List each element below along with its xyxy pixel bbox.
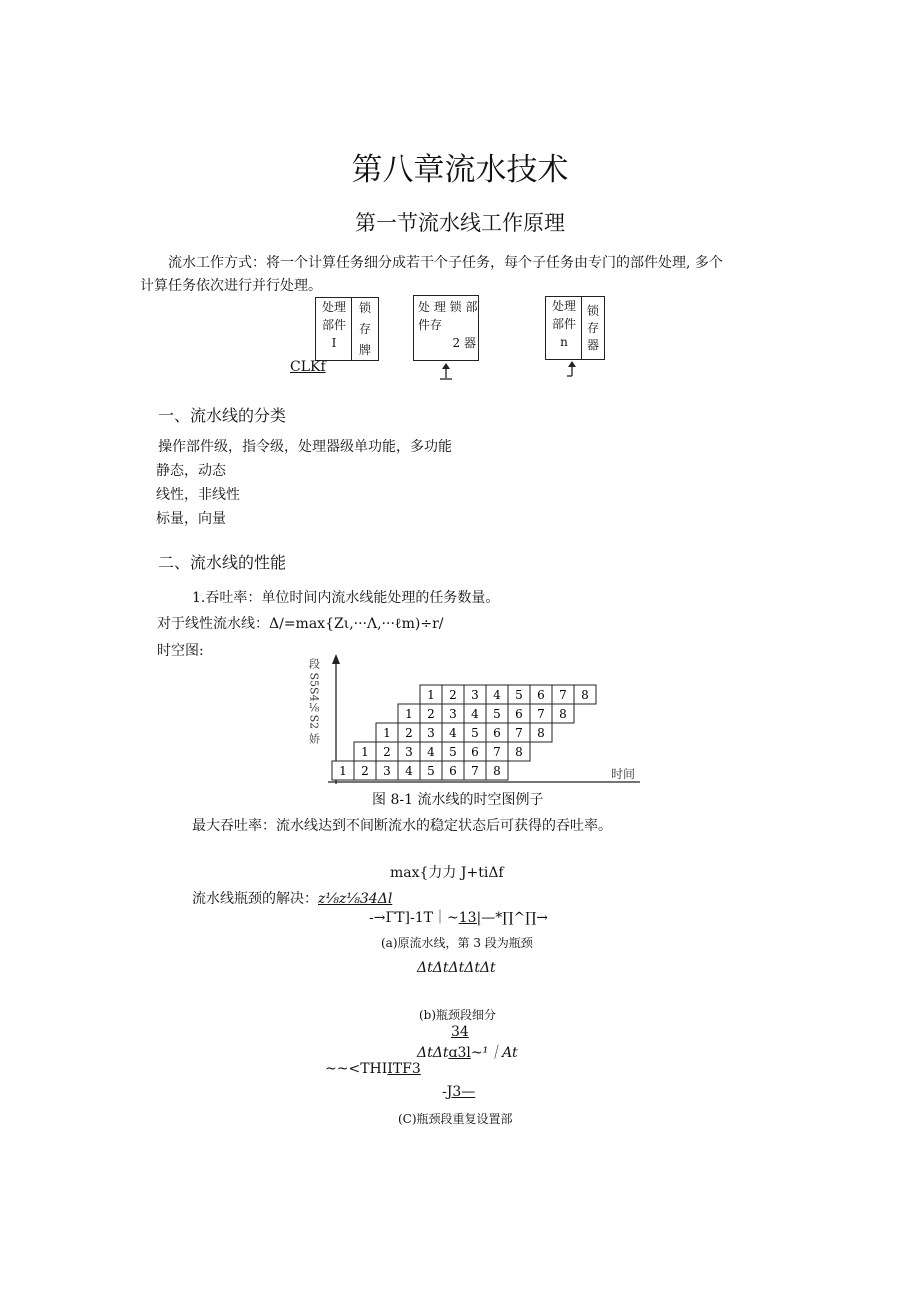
spacetime-cell-label: 5 <box>427 764 435 778</box>
line-c1-underlined: ɑ3l <box>448 1045 471 1061</box>
line-c1-text: ΔtΔt <box>417 1045 449 1061</box>
spacetime-cell-label: 1 <box>427 688 435 702</box>
spacetime-cell-label: 2 <box>383 745 391 759</box>
linear-formula: 对于线性流水线：Δ∕=max{Zι,···Λ,···ℓm)÷r/ <box>157 616 444 632</box>
spacetime-cell-label: 7 <box>515 726 523 740</box>
spacetime-cell-label: 1 <box>383 726 391 740</box>
bottleneck-c-34: 34 <box>451 1024 469 1040</box>
stage-1-unit <box>315 297 352 361</box>
stage-n-unit <box>545 296 582 360</box>
stage-2-unit <box>413 295 479 361</box>
spacetime-cell-label: 4 <box>405 764 413 778</box>
spacetime-cell-label: 5 <box>449 745 457 759</box>
spacetime-cell-label: 7 <box>493 745 501 759</box>
classification-item: 操作部件级，指令级，处理器级单功能，多功能 <box>158 439 452 455</box>
caption-b: (b)瓶颈段细分 <box>419 1008 497 1022</box>
spacetime-cell-label: 8 <box>515 745 523 759</box>
bottleneck-line-b: ΔtΔtΔtΔtΔt <box>417 960 496 976</box>
spacetime-cell-label: 8 <box>493 764 501 778</box>
throughput-definition: 1.吞吐率：单位时间内流水线能处理的任务数量。 <box>192 590 500 606</box>
spacetime-label: 时空图: <box>157 643 204 659</box>
stage-2-text: 2 器 <box>452 336 476 350</box>
clk-label: CLKf <box>290 359 326 375</box>
spacetime-cell-label: 7 <box>537 707 545 721</box>
stage-n-text: 处理 <box>551 299 576 313</box>
subsection-title-classification: 一、流水线的分类 <box>158 406 287 425</box>
space-time-chart <box>300 652 650 792</box>
stage-2-text: 件存 <box>418 318 443 332</box>
bottleneck-label <box>192 888 392 908</box>
spacetime-cell-label: 4 <box>427 745 435 759</box>
spacetime-cell-label: 8 <box>581 688 589 702</box>
line-a-text: —*∏^∏→ <box>481 910 548 926</box>
stage-1-text: 部件 <box>321 318 346 332</box>
intro-line-2: 计算任务依次进行并行处理。 <box>140 278 322 294</box>
spacetime-cell-label: 3 <box>427 726 435 740</box>
spacetime-cell-label: 6 <box>493 726 501 740</box>
spacetime-cell-label: 2 <box>427 707 435 721</box>
spacetime-cell-label: 6 <box>537 688 545 702</box>
spacetime-cell-label: 1 <box>339 764 347 778</box>
spacetime-cell-label: 7 <box>471 764 479 778</box>
caption-a: (a)原流水线，第 3 段为瓶颈 <box>381 936 533 950</box>
spacetime-cell-label: 2 <box>449 688 457 702</box>
bottleneck-label-text: 流水线瓶颈的解决： <box>192 891 318 907</box>
line-a-underlined: 13| <box>458 910 482 926</box>
spacetime-cell-label: 3 <box>383 764 391 778</box>
line-c3-text: - <box>442 1084 447 1100</box>
spacetime-cell-label: 2 <box>361 764 369 778</box>
line-c1-text: ~¹｜At <box>470 1045 518 1061</box>
chapter-title: 第八章流水技术 <box>351 152 569 188</box>
max-throughput-formula: max{力力 J+tiΔf <box>390 865 504 881</box>
spacetime-cell-label: 4 <box>471 707 479 721</box>
spacetime-cell-label: 8 <box>559 707 567 721</box>
line-c2-underlined: ITF3 <box>387 1061 421 1077</box>
stage-n-text: 部件 <box>551 317 576 331</box>
latch-text: 锁 <box>586 304 599 318</box>
latch-text: 牌 <box>358 343 371 357</box>
stage-n-text: n <box>560 335 568 349</box>
spacetime-cell-label: 3 <box>449 707 457 721</box>
section-title: 第一节流水线工作原理 <box>355 211 565 235</box>
spacetime-cell-label: 3 <box>471 688 479 702</box>
chart-caption: 图 8-1 流水线的时空图例子 <box>372 792 544 808</box>
latch-text: 存 <box>586 321 599 335</box>
line-a-text: -→ΓT]-1T｜~ <box>369 910 459 926</box>
spacetime-cell-label: 3 <box>405 745 413 759</box>
max-throughput-text: 最大吞吐率：流水线达到不间断流水的稳定状态后可获得的吞吐率。 <box>192 818 612 834</box>
spacetime-cell-label: 6 <box>449 764 457 778</box>
bottleneck-line-c1 <box>417 1042 518 1062</box>
line-c2-text: ~~<THI <box>325 1061 388 1077</box>
stage-1-latch <box>351 297 379 361</box>
spacetime-cell-label: 6 <box>515 707 523 721</box>
spacetime-cell-label: 7 <box>559 688 567 702</box>
bottleneck-line-a <box>369 907 548 927</box>
spacetime-cell-label: 1 <box>361 745 369 759</box>
bottleneck-line-c3 <box>442 1084 475 1100</box>
caption-c: (C)瓶颈段重复设置部 <box>398 1112 513 1126</box>
spacetime-cell-label: 4 <box>493 688 501 702</box>
spacetime-cell-label: 5 <box>493 707 501 721</box>
stage-n-latch <box>581 296 605 360</box>
bottleneck-formula: z⅛z⅛34Δl <box>318 891 393 907</box>
stage-1-text: 处理 <box>321 300 346 314</box>
bottleneck-line-c2 <box>325 1061 421 1077</box>
intro-line-1: 流水工作方式：将一个计算任务细分成若干个子任务，每个子任务由专门的部件处理, 多个 <box>168 255 723 271</box>
stage-2-text: 处 理 锁 部 <box>418 300 478 314</box>
clock-arrow-icon <box>438 363 454 381</box>
x-axis-label: 时间 <box>611 767 636 781</box>
latch-text: 存 <box>358 322 371 336</box>
y-axis-arrow-icon <box>332 654 340 664</box>
spacetime-cell-label: 2 <box>405 726 413 740</box>
classification-item: 静态，动态 <box>156 463 226 479</box>
classification-item: 标量，向量 <box>156 511 226 527</box>
latch-text: 锁 <box>358 301 371 315</box>
line-c3-underlined: J3— <box>446 1084 476 1100</box>
classification-item: 线性，非线性 <box>156 487 240 503</box>
clock-arrow-icon <box>563 361 579 379</box>
y-axis-label: 段 S5S4⅛S2 娇 <box>307 658 321 744</box>
spacetime-cell-label: 6 <box>471 745 479 759</box>
spacetime-cell-label: 5 <box>471 726 479 740</box>
spacetime-cell-label: 4 <box>449 726 457 740</box>
spacetime-cell-label: 8 <box>537 726 545 740</box>
latch-text: 器 <box>586 338 599 352</box>
spacetime-cell-label: 1 <box>405 707 413 721</box>
stage-1-text: I <box>331 336 337 350</box>
subsection-title-performance: 二、流水线的性能 <box>158 553 287 572</box>
spacetime-cell-label: 5 <box>515 688 523 702</box>
